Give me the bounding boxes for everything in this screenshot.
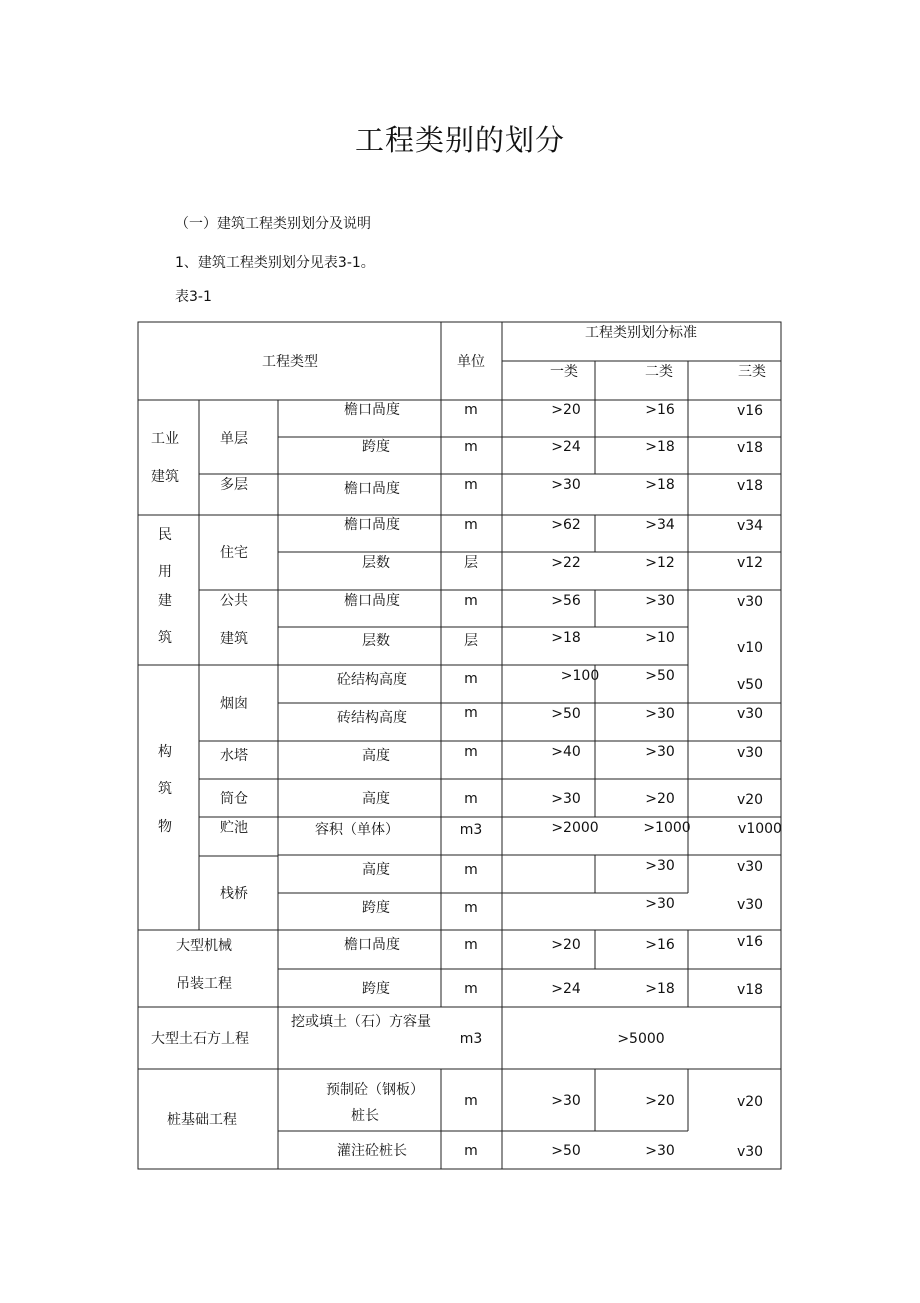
cell-c2: >16 xyxy=(645,937,675,953)
header-class3: 三类 xyxy=(738,364,766,380)
cell-c3: v30 xyxy=(736,706,764,722)
cell-unit: m xyxy=(464,862,478,878)
subgroup-public-1: 公共 xyxy=(220,593,248,609)
cell-c1: >24 xyxy=(551,981,581,997)
cell-c3: v20 xyxy=(736,1094,764,1110)
subgroup-trestle: 栈桥 xyxy=(220,886,248,902)
group-lifting-2: 吊装工程 xyxy=(176,976,232,992)
cell-item-line1: 预制砼（钢板） xyxy=(326,1082,424,1098)
cell-c1: >56 xyxy=(551,593,581,609)
cell-item: 檐口咼度 xyxy=(344,517,400,533)
subgroup-house: 住宅 xyxy=(220,545,248,561)
cell-unit: 层 xyxy=(464,633,478,649)
subgroup-multi: 多层 xyxy=(220,477,248,493)
cell-item: 层数 xyxy=(362,555,390,571)
header-standard: 工程类别划分标准 xyxy=(585,325,697,341)
header-type: 工程类型 xyxy=(262,354,318,370)
cell-c2: >30 xyxy=(645,1143,675,1159)
cell-c3: v10 xyxy=(736,640,764,656)
cell-c2: >20 xyxy=(645,1093,675,1109)
cell-c1: >18 xyxy=(551,630,581,646)
cell-c3: v30 xyxy=(736,897,764,913)
cell-c3: v18 xyxy=(736,478,764,494)
cell-c1: >24 xyxy=(551,439,581,455)
cell-c2: >30 xyxy=(645,593,675,609)
group-structures-3: 物 xyxy=(158,819,172,835)
cell-c3: v30 xyxy=(736,1144,764,1160)
group-civil-3: 建 xyxy=(158,593,172,609)
cell-c1: >50 xyxy=(551,706,581,722)
cell-c3: v30 xyxy=(736,859,764,875)
intro-line: 1、建筑工程类别划分见表3-1。 xyxy=(175,255,375,271)
cell-unit: m xyxy=(464,1093,478,1109)
cell-unit: m xyxy=(464,593,478,609)
cell-c2: >16 xyxy=(645,402,675,418)
cell-c1: >2000 xyxy=(551,820,599,836)
group-civil-1: 民 xyxy=(158,527,172,543)
subgroup-pool: 贮池 xyxy=(220,820,248,836)
cell-c1: >30 xyxy=(551,1093,581,1109)
cell-c2: >20 xyxy=(645,791,675,807)
header-class2: 二类 xyxy=(645,364,673,380)
cell-c3: v18 xyxy=(736,440,764,456)
cell-item: 檐口咼度 xyxy=(344,402,400,418)
cell-unit: m xyxy=(464,439,478,455)
cell-item: 挖或填土（石）方容量 xyxy=(291,1014,431,1030)
table-caption: 表3-1 xyxy=(175,289,212,305)
page-title: 工程类别的划分 xyxy=(354,123,565,157)
cell-c1: >20 xyxy=(551,402,581,418)
cell-item: 高度 xyxy=(362,748,390,764)
cell-c2: >30 xyxy=(645,744,675,760)
cell-c1: >50 xyxy=(551,1143,581,1159)
group-lifting-1: 大型机械 xyxy=(176,938,232,954)
cell-c3: v30 xyxy=(736,594,764,610)
cell-unit: m xyxy=(464,517,478,533)
cell-unit: m xyxy=(464,937,478,953)
cell-item: 层数 xyxy=(362,633,390,649)
group-structures-1: 构 xyxy=(158,744,172,760)
subgroup-water-tower: 水塔 xyxy=(220,748,248,764)
group-pile: 桩基础工程 xyxy=(167,1112,237,1128)
cell-c2: >30 xyxy=(645,706,675,722)
cell-c2: >1000 xyxy=(643,820,691,836)
subgroup-chimney: 烟囱 xyxy=(220,696,248,712)
cell-item: 跨度 xyxy=(362,900,390,916)
cell-unit: m xyxy=(464,1143,478,1159)
cell-c2: >50 xyxy=(645,668,675,684)
cell-item: 跨度 xyxy=(362,439,390,455)
cell-c3: v50 xyxy=(736,677,764,693)
cell-c2: >12 xyxy=(645,555,675,571)
header-unit: 单位 xyxy=(457,354,485,370)
cell-c1: >100 xyxy=(560,668,600,684)
cell-item: 容积（单体） xyxy=(315,822,399,838)
header-class1: 一类 xyxy=(550,364,578,380)
cell-item: 檐口咼度 xyxy=(344,481,400,497)
cell-unit: m xyxy=(464,477,478,493)
cell-item: 高度 xyxy=(362,791,390,807)
cell-unit: m xyxy=(464,402,478,418)
cell-item: 檐口咼度 xyxy=(344,593,400,609)
subgroup-public-2: 建筑 xyxy=(220,631,248,647)
cell-item: 砖结构高度 xyxy=(337,710,407,726)
cell-c3: v18 xyxy=(736,982,764,998)
cell-c3: v1000 xyxy=(738,821,782,837)
cell-c2: >18 xyxy=(645,439,675,455)
cell-value: >5000 xyxy=(617,1031,665,1047)
cell-c2: >34 xyxy=(645,517,675,533)
cell-c1: >30 xyxy=(551,477,581,493)
cell-c1: >62 xyxy=(551,517,581,533)
cell-item: 跨度 xyxy=(362,981,390,997)
group-civil-4: 筑 xyxy=(158,630,172,646)
cell-c1: >40 xyxy=(551,744,581,760)
cell-c1: >20 xyxy=(551,937,581,953)
cell-item: 砼结构高度 xyxy=(337,672,407,688)
cell-unit: m3 xyxy=(459,822,483,838)
group-industrial-1: 工业 xyxy=(151,431,179,447)
cell-unit: m xyxy=(464,705,478,721)
cell-item: 檐口咼度 xyxy=(344,937,400,953)
cell-c3: v16 xyxy=(736,934,764,950)
cell-c1: >22 xyxy=(551,555,581,571)
cell-item: 灌注砼桩长 xyxy=(337,1143,407,1159)
cell-c3: v30 xyxy=(736,745,764,761)
cell-c3: v16 xyxy=(736,403,764,419)
cell-c3: v20 xyxy=(736,792,764,808)
subgroup-single: 单层 xyxy=(220,431,248,447)
cell-c2: >18 xyxy=(645,477,675,493)
subgroup-silo: 筒仓 xyxy=(220,791,248,807)
cell-item-line2: 桩长 xyxy=(351,1108,379,1124)
group-civil-2: 用 xyxy=(158,564,172,580)
cell-unit: m xyxy=(464,791,478,807)
section-heading: （一）建筑工程类别划分及说明 xyxy=(175,216,371,232)
cell-c3: v34 xyxy=(736,518,764,534)
group-industrial-2: 建筑 xyxy=(151,469,179,485)
cell-c2: >30 xyxy=(645,858,675,874)
group-earthwork: 大型土石方丄程 xyxy=(151,1031,249,1047)
cell-item: 高度 xyxy=(362,862,390,878)
cell-unit: m xyxy=(464,981,478,997)
cell-unit: m xyxy=(464,744,478,760)
cell-c2: >30 xyxy=(645,896,675,912)
group-structures-2: 筑 xyxy=(158,781,172,797)
cell-unit: m3 xyxy=(459,1031,483,1047)
cell-c1: >30 xyxy=(551,791,581,807)
cell-c2: >18 xyxy=(645,981,675,997)
cell-unit: m xyxy=(464,671,478,687)
cell-unit: 层 xyxy=(464,555,478,571)
cell-c2: >10 xyxy=(645,630,675,646)
cell-c3: v12 xyxy=(736,555,764,571)
cell-unit: m xyxy=(464,900,478,916)
